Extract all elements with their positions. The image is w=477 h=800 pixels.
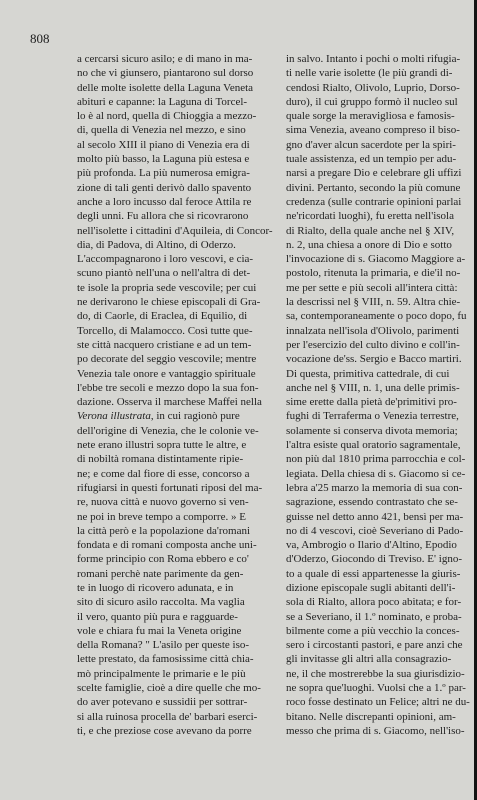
left-column-line: L'accompagnarono i loro vescovi, e cia-: [77, 253, 254, 266]
left-column-line: l'ebbe tre secoli e mezzo dopo la sua fon-: [77, 381, 259, 394]
right-column-line: in salvo. Intanto i pochi o molti rifugia-: [286, 53, 461, 65]
right-column-line: sime erette dalla pietà de'primitivi pro-: [286, 396, 457, 409]
right-column-line: Di questa, primitiva cattedrale, di cui: [286, 367, 450, 380]
left-column-line: a cercarsi sicuro asilo; e di mano in ma-: [77, 53, 253, 65]
right-column-line: sagrazione, essendo contrastato che se-: [286, 496, 458, 509]
right-column-line: sola di Rialto, allora poco abitata; e for-: [286, 596, 462, 609]
italic-title: Verona illustrata: [77, 410, 151, 423]
right-column-line: ne'ricordati luoghi), fu eretta nell'isola: [286, 210, 454, 223]
left-column-line: rifugiarsi in questi fortunati riposi del ma-: [77, 481, 263, 494]
right-column-line: gli invitasse gli altri alla consagrazio-: [286, 653, 452, 666]
left-column-line: abituri e capanne: la Laguna di Torcel-: [77, 95, 248, 108]
right-column-line: postolo, ritenuta la primaria, e die'il no-: [286, 267, 461, 280]
left-column-line: nell'isolette i cittadini d'Aquileia, di Concor-: [77, 224, 273, 237]
right-column-line: lebra a'25 marzo la memoria di sua con-: [286, 481, 463, 494]
left-column-line: te in luogo di ricovero adunata, e in: [77, 581, 234, 594]
right-column-line: ti nelle varie isolette (le più grandi di-: [286, 67, 453, 80]
right-column-line: vocazione de'ss. Sergio e Bacco martiri.: [286, 353, 462, 366]
right-column-line: sa, contemporaneamente o poco dopo, fu: [286, 310, 467, 323]
left-column-line: di nobiltà romana distintamente ripie-: [77, 453, 244, 466]
left-column-line: te isole la propria sede vescovile; per cui: [77, 281, 257, 294]
right-column-line: divini. Pertanto, secondo la più comune: [286, 181, 461, 194]
right-column-line: l'altra esiste qual oratorio sagramentale,: [286, 439, 461, 452]
left-column-line: do aver potevano e sussidii per sottrar-: [77, 696, 248, 709]
right-column-line: duro), il cui gruppo formò il nucleo sul: [286, 95, 458, 108]
right-column-line: tuale assistenza, ed un tempio per adu-: [286, 153, 457, 166]
right-column-line: no di 4 vescovi, cioè Severiano di Pado-: [286, 524, 464, 537]
right-column-line: roco fosse destinato un Felice; altri ne du-: [286, 696, 470, 709]
right-column-line: messo che prima di s. Giacomo, nell'iso-: [286, 724, 465, 737]
left-column-line: dia, di Padova, di Altino, di Oderzo.: [77, 238, 236, 251]
left-column-line: il vero, quanto più pura e ragguarde-: [77, 610, 238, 623]
right-column-line: me per sette e più secoli all'intera città:: [286, 281, 458, 294]
right-column-line: legiata. Della chiesa di s. Giacomo si ce-: [286, 467, 466, 480]
right-column-line: fughi di Terraferma o Venezia terrestre,: [286, 410, 459, 423]
left-column-line: ste città nacquero cristiane e ad un tem-: [77, 338, 252, 351]
left-column-line: degli unni. Fu allora che si ricovrarono: [77, 210, 249, 223]
left-column-line: al secolo XIII il piano di Venezia era di: [77, 138, 250, 151]
right-column-line: to a quale di essi appartenesse la giuris-: [286, 567, 461, 580]
left-column-line: vole e chiara fu mai la Veneta origine: [77, 624, 242, 637]
right-column-line: non più dal 1810 prima parrocchia e col-: [286, 453, 466, 466]
left-column-line: delle molte isolette della Laguna Veneta: [77, 81, 254, 94]
left-column-line: no che vi giunsero, piantarono sul dorso: [77, 67, 254, 80]
left-column-line: molto più basso, la Laguna più estesa e: [77, 153, 250, 166]
right-column-line: sero i circostanti pastori, e pare anzi che: [286, 639, 463, 652]
left-column-line: re, nuova città e nuovo governo si ven-: [77, 496, 249, 509]
left-column-line: forme principio con Roma ebbero e co': [77, 553, 249, 566]
right-column-line: se a Severiano, il 1.º nominato, e proba-: [286, 610, 462, 623]
left-column-line: do, di Caorle, di Eraclea, di Equilio, di: [77, 310, 248, 323]
left-column-line: più profonda. La più numerosa emigra-: [77, 167, 250, 180]
right-column-line: d'Oderzo, Giocondo di Treviso. E' igno-: [286, 553, 462, 566]
left-column-line: ne derivarono le chiese episcopali di Gra-: [77, 296, 261, 309]
right-column-line: bilmente come a più vecchio la conces-: [286, 624, 460, 637]
left-column-line: romani perchè nate parimente da gen-: [77, 567, 244, 580]
left-column-line: ne poi in breve tempo a comporre. » E: [77, 510, 246, 523]
right-column-line: innalzata nell'isola d'Olivolo, parimenti: [286, 324, 460, 337]
left-column-line: anche a loro incusso dal feroce Attila re: [77, 195, 252, 208]
right-column-line: ne sopra que'luoghi. Vuolsi che a 1.º par-: [286, 682, 466, 695]
right-column-line: cendosi Rialto, Olivolo, Luprio, Dorso-: [286, 81, 460, 94]
left-column-line: dell'origine di Venezia, che le colonie ve-: [77, 424, 259, 437]
right-column-line: gno d'aver alcun sacerdote per la spiri-: [286, 138, 456, 151]
left-column-line: dazione. Osserva il marchese Maffei nella: [77, 396, 262, 409]
right-column-line: la descrissi nel § VIII, n. 59. Altra chie-: [286, 296, 461, 309]
left-column-line: fondata e di romani composta anche uni-: [77, 539, 257, 552]
left-column-line: zione di tali genti derivò dallo spavento: [77, 181, 252, 194]
left-column-line: ti, e che preziose cose avevano da porre: [77, 724, 252, 737]
page-number: 808: [30, 31, 50, 46]
right-column-line: narsi a pregare Dio e celebrare gli uffizi: [286, 167, 462, 180]
right-column-line: n. 2, una chiesa a onore di Dio e sotto: [286, 238, 452, 251]
left-column-line: scelte famiglie, cioè a dire quelle che mo-: [77, 682, 261, 695]
right-column-line: per l'esercizio del culto divino e coll'in-: [286, 338, 460, 351]
right-column-line: l'invocazione di s. Giacomo Maggiore a-: [286, 253, 466, 266]
right-column-line: credenza (sulle contrarie opinioni parlai: [286, 195, 462, 208]
left-column-line: la città però e la popolazione da'romani: [77, 524, 251, 537]
left-column-line: [77, 409, 278, 423]
right-column-line: sima Venezia, aveano compreso il biso-: [286, 124, 460, 137]
left-column-line: Venezia tale onore e vantaggio spirituale: [77, 367, 256, 380]
left-column-line: Torcello, di Malamocco. Così tutte que-: [77, 324, 253, 337]
left-column-line: sito di sicuro asilo raccolta. Ma vaglia: [77, 596, 245, 609]
line-rest: , in cui ragionò pure: [150, 410, 240, 423]
left-column-line: della Romana? " L'asilo per queste iso-: [77, 639, 250, 652]
left-column-line: si alla ruinosa procella de' barbari eserci-: [77, 710, 258, 723]
right-column-line: ne, il che mostrerebbe la sua giurisdizio-: [286, 667, 465, 680]
left-column-line: mò principalmente le primarie e le più: [77, 667, 246, 680]
left-column-line: lo è al nord, quella di Chioggia a mezzo-: [77, 110, 257, 123]
left-column-line: nete erano illustri sopra tutte le altre, e: [77, 439, 247, 452]
left-column-line: di, quella di Venezia nel mezzo, e sino: [77, 124, 246, 137]
right-column-line: anche nel § VIII, n. 1, una delle primis-: [286, 381, 460, 394]
right-column-line: di Rialto, della quale anche nel § XIV,: [286, 224, 455, 237]
right-column-line: quale sorge la meravigliosa e famosis-: [286, 110, 455, 123]
left-column-line: ne; e come dal fiore di esse, concorso a: [77, 467, 250, 480]
right-column-line: va, Ambrogio o Ilario d'Altino, Epodio: [286, 539, 457, 552]
right-column-line: bitano. Nelle discrepanti opinioni, am-: [286, 710, 456, 723]
right-column: [286, 52, 470, 738]
left-column: [77, 52, 278, 738]
left-column-line: scuno piantò nell'una o nell'altra di det-: [77, 267, 251, 280]
left-column-line: lette prestato, da famosissime città chia-: [77, 653, 254, 666]
left-column-line: po decorate del seggio vescovile; mentre: [77, 353, 257, 366]
right-column-line: guisse nel detto anno 421, bensì per ma-: [286, 510, 464, 523]
right-column-line: dizione episcopale sugli abitanti dell'i-: [286, 581, 456, 594]
right-column-line: solamente si conserva divota memoria;: [286, 424, 458, 437]
